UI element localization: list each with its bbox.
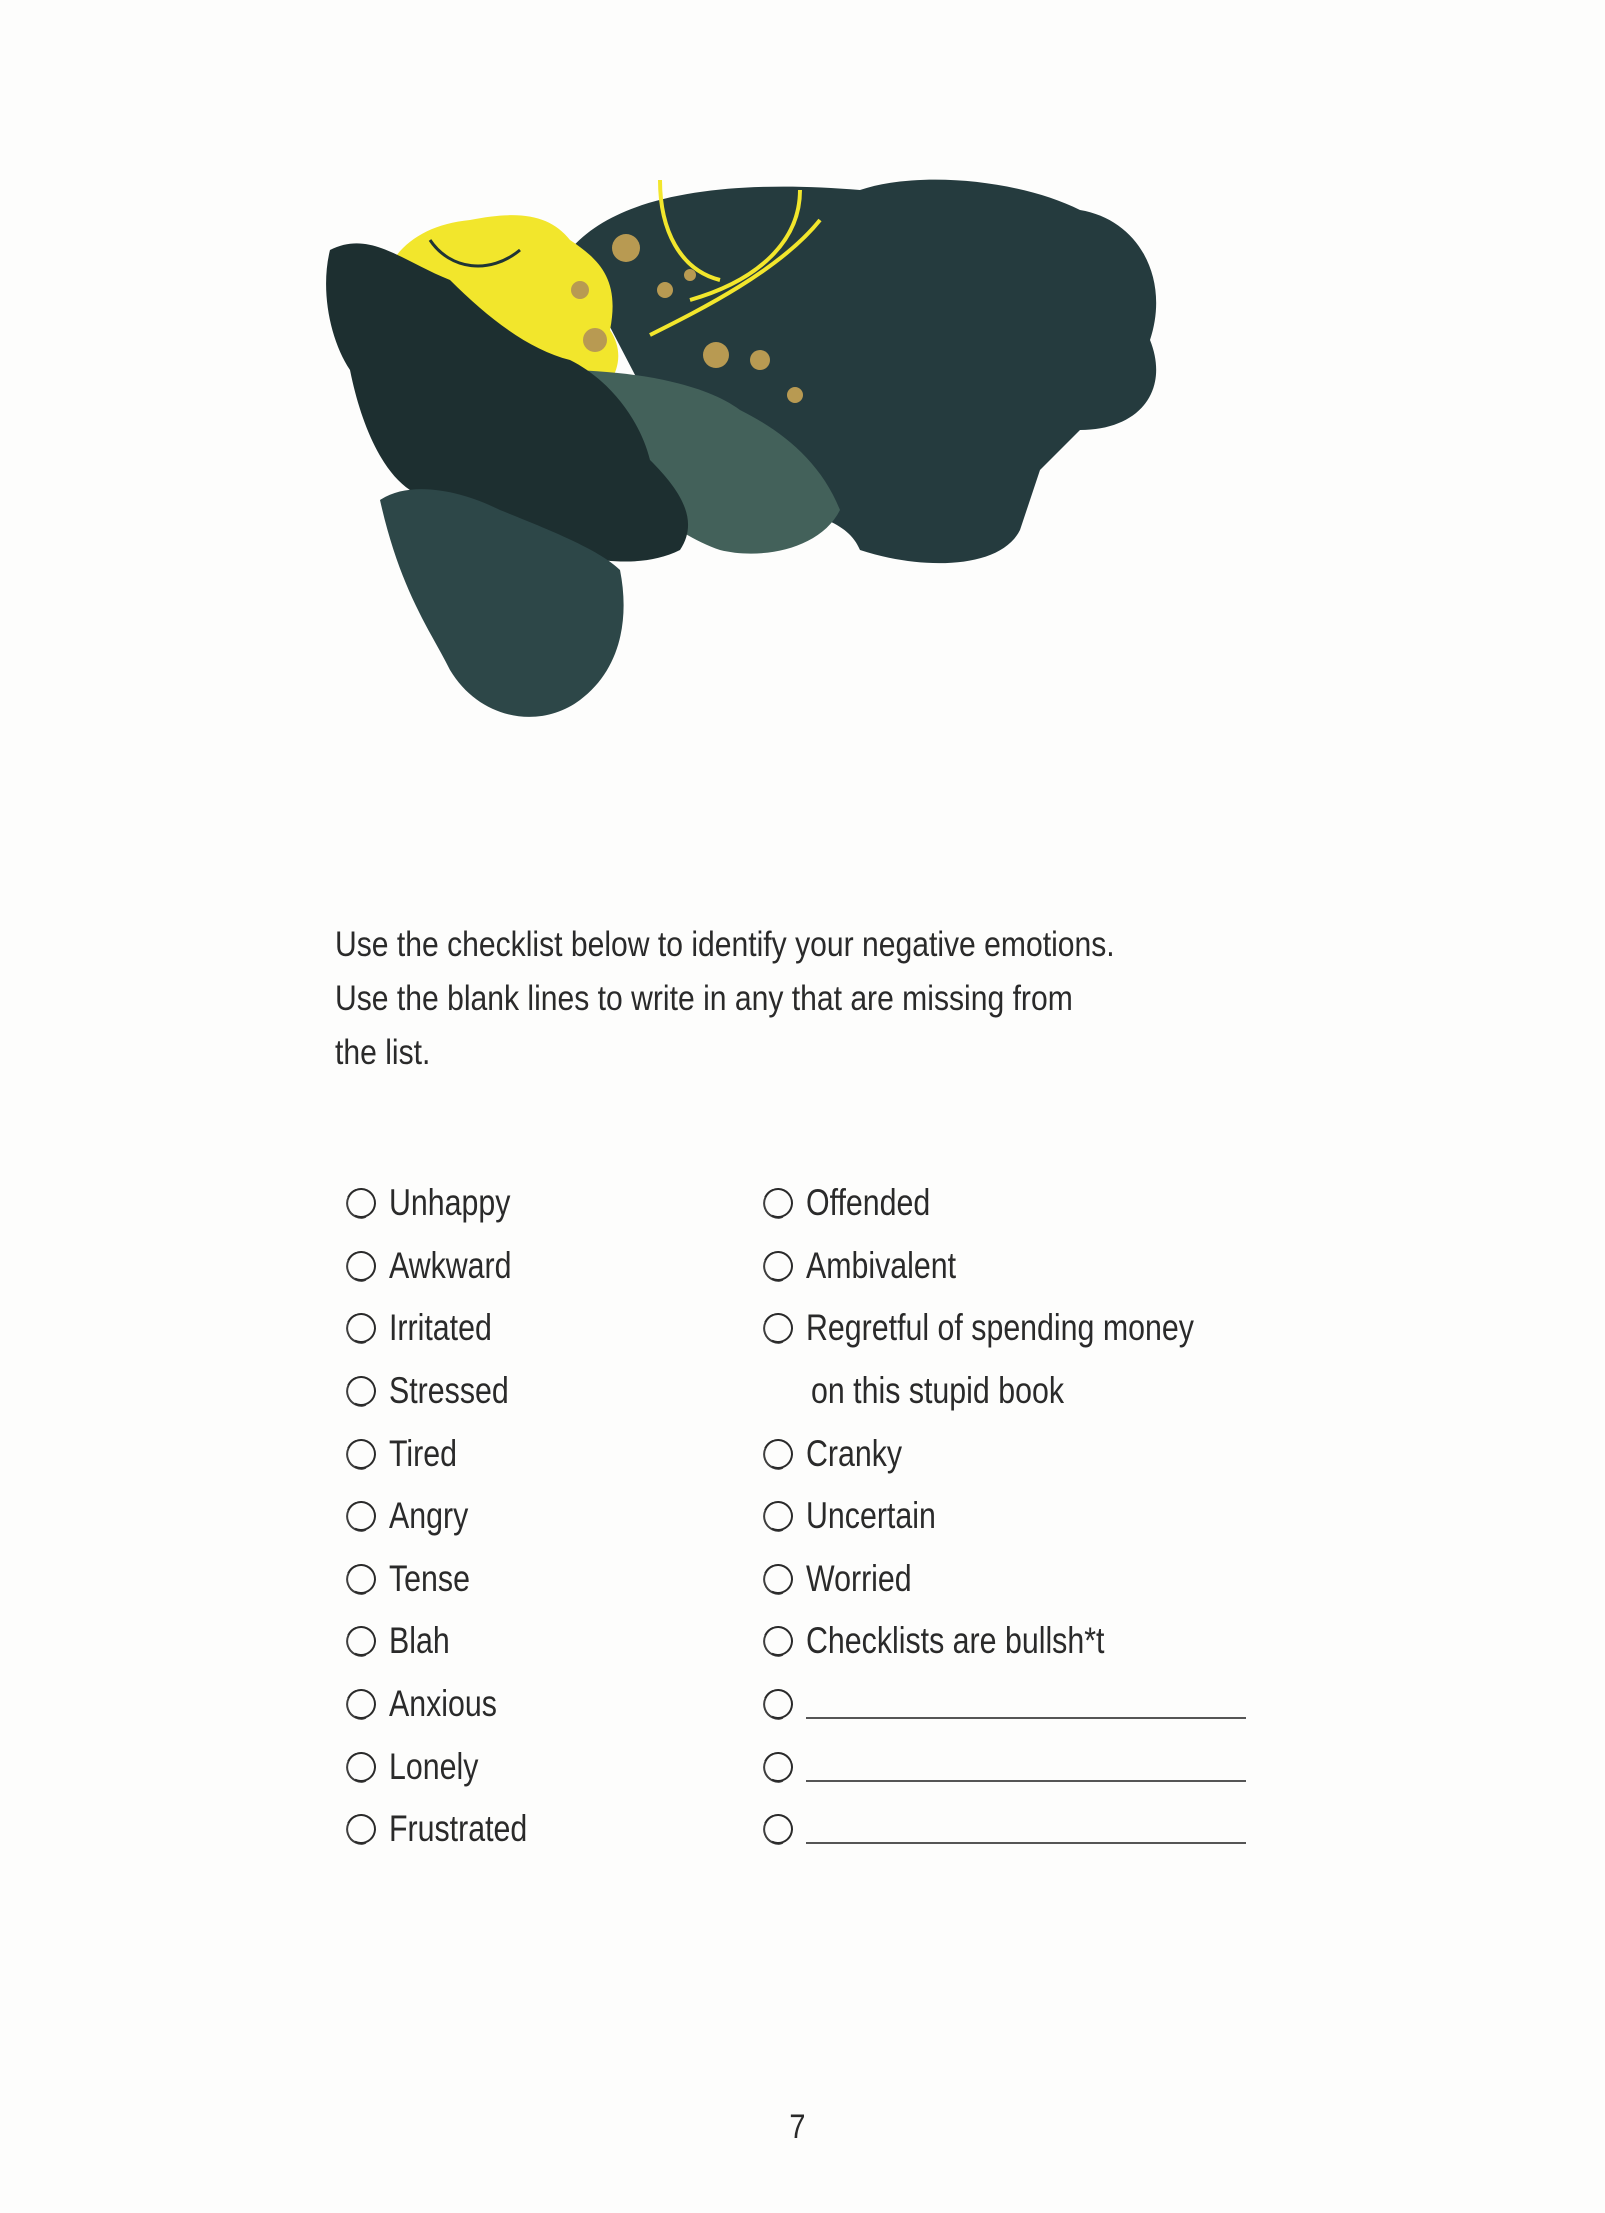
- write-in-line[interactable]: [806, 1814, 1246, 1844]
- circle-checkbox-icon[interactable]: [342, 1622, 380, 1660]
- blank-checklist-item[interactable]: [763, 1673, 1279, 1736]
- circle-checkbox-icon[interactable]: [759, 1309, 797, 1347]
- circle-checkbox-icon[interactable]: [342, 1247, 380, 1285]
- item-label: Tense: [389, 1557, 470, 1599]
- circle-checkbox-icon[interactable]: [342, 1309, 380, 1347]
- item-label: Stressed: [389, 1370, 509, 1412]
- circle-checkbox-icon[interactable]: [759, 1560, 797, 1598]
- circle-checkbox-icon[interactable]: [342, 1747, 380, 1785]
- checklist-left-column: [346, 1172, 558, 1861]
- write-in-line[interactable]: [806, 1689, 1246, 1719]
- checklist-item[interactable]: [763, 1422, 1279, 1485]
- item-label: Cranky: [806, 1432, 903, 1474]
- checklist-item[interactable]: [346, 1548, 558, 1611]
- checklist-item[interactable]: [763, 1610, 1279, 1673]
- item-label: Regretful of spending money: [806, 1307, 1194, 1349]
- item-label: Awkward: [389, 1244, 512, 1286]
- item-label: Anxious: [389, 1683, 497, 1725]
- item-label: Angry: [389, 1495, 469, 1537]
- checklist-item[interactable]: [346, 1735, 558, 1798]
- checklist-item[interactable]: [763, 1297, 1279, 1360]
- checklist-right-column: [763, 1172, 1279, 1861]
- checklist-item[interactable]: [763, 1548, 1279, 1611]
- item-label: Offended: [806, 1182, 931, 1224]
- checklist-item[interactable]: [346, 1673, 558, 1736]
- circle-checkbox-icon[interactable]: [342, 1560, 380, 1598]
- item-label: Uncertain: [806, 1495, 936, 1537]
- circle-checkbox-icon[interactable]: [342, 1184, 380, 1222]
- checklist-item[interactable]: [763, 1485, 1279, 1548]
- checklist-item[interactable]: [346, 1235, 558, 1298]
- item-label: Checklists are bullsh*t: [806, 1620, 1105, 1662]
- instructions-line: Use the blank lines to write in any that are missing from: [335, 979, 1073, 1018]
- page-number: 7: [789, 2108, 806, 2146]
- checklist-item[interactable]: [346, 1172, 558, 1235]
- circle-checkbox-icon[interactable]: [759, 1622, 797, 1660]
- item-label: Ambivalent: [806, 1244, 957, 1286]
- checklist-item[interactable]: [346, 1485, 558, 1548]
- checklist-item[interactable]: [346, 1798, 558, 1861]
- circle-checkbox-icon[interactable]: [759, 1497, 797, 1535]
- abstract-brain-illustration: [320, 170, 1260, 770]
- checklist-item[interactable]: [346, 1610, 558, 1673]
- circle-checkbox-icon[interactable]: [759, 1434, 797, 1472]
- write-in-line[interactable]: [806, 1752, 1246, 1782]
- circle-checkbox-icon[interactable]: [342, 1434, 380, 1472]
- item-label: Blah: [389, 1620, 450, 1662]
- checklist-item[interactable]: [763, 1235, 1279, 1298]
- circle-checkbox-icon[interactable]: [342, 1372, 380, 1410]
- item-label: Frustrated: [389, 1808, 528, 1850]
- circle-checkbox-icon[interactable]: [342, 1810, 380, 1848]
- circle-checkbox-icon[interactable]: [759, 1247, 797, 1285]
- circle-checkbox-icon[interactable]: [759, 1685, 797, 1723]
- item-label: Worried: [806, 1557, 912, 1599]
- checklist-item[interactable]: [346, 1297, 558, 1360]
- blank-checklist-item[interactable]: [763, 1735, 1279, 1798]
- item-label: Lonely: [389, 1745, 479, 1787]
- item-label: Unhappy: [389, 1182, 511, 1224]
- circle-checkbox-icon[interactable]: [759, 1810, 797, 1848]
- circle-checkbox-icon[interactable]: [759, 1184, 797, 1222]
- checklist-item-continuation: [763, 1360, 1279, 1423]
- circle-checkbox-icon[interactable]: [759, 1747, 797, 1785]
- circle-checkbox-icon[interactable]: [342, 1685, 380, 1723]
- checklist-item[interactable]: [346, 1360, 558, 1423]
- instructions: [335, 918, 1115, 1080]
- instructions-line: Use the checklist below to identify your negative emotions.: [335, 925, 1115, 964]
- item-label: on this stupid book: [811, 1370, 1065, 1412]
- item-label: Irritated: [389, 1307, 492, 1349]
- instructions-line: the list.: [335, 1033, 431, 1072]
- blank-checklist-item[interactable]: [763, 1798, 1279, 1861]
- item-label: Tired: [389, 1432, 458, 1474]
- checklist-item[interactable]: [346, 1422, 558, 1485]
- circle-checkbox-icon[interactable]: [342, 1497, 380, 1535]
- checklist-item[interactable]: [763, 1172, 1279, 1235]
